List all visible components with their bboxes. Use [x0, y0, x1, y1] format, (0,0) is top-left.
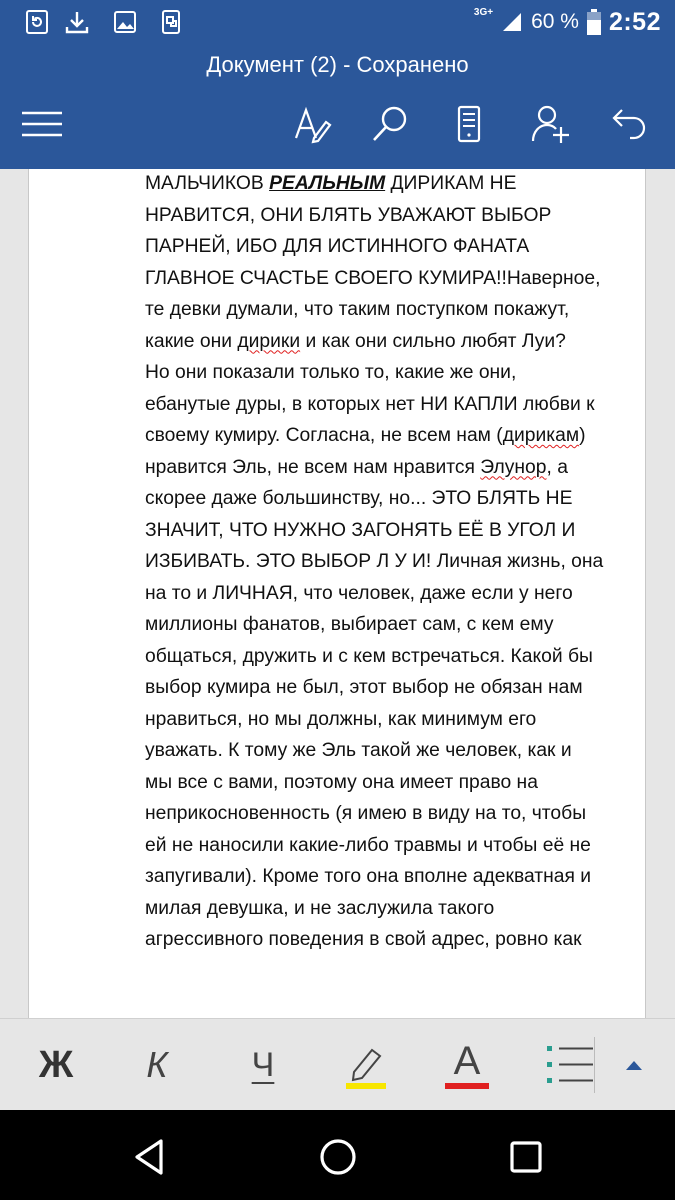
battery-percent: 60 % — [531, 10, 579, 33]
text-run: ДИРИКАМ НЕ — [385, 173, 517, 194]
font-color-swatch — [445, 1083, 489, 1089]
spellcheck-word: дирикам — [502, 425, 580, 446]
text-line[interactable]: выбор кумира не был, этот выбор не обязан нам — [145, 677, 583, 698]
text-line[interactable]: ЗНАЧИТ, ЧТО НУЖНО ЗАГОНЯТЬ ЕЁ В УГОЛ И — [145, 519, 576, 541]
text-line[interactable] — [145, 452, 645, 484]
text-line[interactable] — [145, 169, 645, 200]
text-run: , а — [546, 456, 568, 478]
search-icon — [370, 104, 410, 144]
spellcheck-word: дирики — [237, 330, 301, 352]
text-run: МАЛЬЧИКОВ — [145, 173, 270, 194]
status-bar — [0, 0, 675, 44]
chevron-up-icon — [625, 1059, 643, 1071]
text-run: ) — [579, 425, 586, 446]
text-line[interactable]: скорее даже большинству, но... ЭТО БЛЯТЬ НЕ — [145, 488, 573, 509]
draw-pen-icon — [292, 104, 332, 144]
text-line[interactable]: нравиться, но мы должны, как минимум его — [145, 708, 537, 730]
text-line[interactable]: ПАРНЕЙ, ИБО ДЛЯ ИСТИННОГО ФАНАТА — [145, 236, 530, 257]
undo-icon — [610, 104, 650, 144]
text-line[interactable]: ей не наносили какие-либо травмы и чтобы её не — [145, 834, 591, 856]
network-type: 3G+ — [473, 6, 494, 18]
text-line[interactable]: миллионы фанатов, выбирает сам, с кем ему — [145, 614, 554, 635]
text-run: своему кумиру. Согласна, не всем нам ( — [145, 425, 503, 446]
text-line[interactable]: неприкосновенность (я имею в виду на то, чтобы — [145, 803, 587, 824]
signal-icon — [501, 11, 523, 33]
text-line[interactable]: ИЗБИВАТЬ. ЭТО ВЫБОР Л У И! Личная жизнь, она — [145, 551, 604, 572]
text-line[interactable]: мы все с вами, поэтому она имеет право на — [145, 771, 538, 793]
clock: 2:52 — [608, 7, 661, 36]
font-color-label: A — [453, 1039, 481, 1083]
image-icon — [112, 9, 138, 35]
share-add-person-icon — [529, 103, 571, 145]
text-line[interactable]: запугивали). Кроме того она вполне адекватная и — [145, 866, 592, 887]
sync-icon — [24, 9, 50, 35]
download-icon — [64, 9, 90, 35]
text-line[interactable]: те девки думали, что таким поступком покажут, — [145, 299, 570, 320]
battery-icon — [587, 9, 601, 35]
italic-label: К — [146, 1044, 168, 1085]
text-run: и как они сильно любят Луи? — [300, 330, 566, 352]
document-text[interactable] — [145, 169, 645, 956]
text-line[interactable]: на то и ЛИЧНАЯ, что человек, даже если у него — [145, 582, 573, 604]
spellcheck-word: Элунор — [480, 456, 547, 478]
screenshot-icon — [158, 9, 184, 35]
recents-icon[interactable] — [504, 1135, 548, 1179]
text-line[interactable] — [145, 326, 645, 358]
toolbar-divider — [594, 1037, 595, 1093]
bold-button[interactable] — [26, 1037, 86, 1093]
app-bar — [0, 44, 675, 169]
text-line[interactable]: ебанутые дуры, в которых нет НИ КАПЛИ любви к — [145, 393, 595, 415]
font-color-glyph — [445, 1041, 489, 1089]
text-line[interactable]: уважать. К тому же Эль такой же человек, как и — [145, 740, 572, 761]
menu-icon — [20, 109, 64, 139]
document-page[interactable] — [28, 169, 646, 1018]
bold-label: Ж — [38, 1043, 74, 1086]
undo-button[interactable] — [606, 100, 654, 148]
font-color-button[interactable] — [437, 1037, 497, 1093]
text-line[interactable]: ГЛАВНОЕ СЧАСТЬЕ СВОЕГО КУМИРА!!Наверное, — [145, 267, 601, 289]
navigation-bar — [0, 1110, 675, 1200]
back-icon[interactable] — [129, 1135, 173, 1179]
reading-view-icon — [449, 104, 489, 144]
italic-button[interactable] — [127, 1037, 187, 1093]
search-button[interactable] — [366, 100, 414, 148]
bold-italic-word: РЕАЛЬНЫМ — [269, 173, 386, 194]
share-button[interactable] — [526, 100, 574, 148]
draw-button[interactable] — [288, 100, 336, 148]
text-line[interactable]: НРАВИТСЯ, ОНИ БЛЯТЬ УВАЖАЮТ ВЫБОР — [145, 204, 552, 226]
home-icon[interactable] — [316, 1135, 360, 1179]
list-button[interactable] — [540, 1037, 600, 1093]
reading-view-button[interactable] — [445, 100, 493, 148]
underline-button[interactable] — [233, 1037, 293, 1093]
menu-button[interactable] — [18, 100, 66, 148]
underline-label: Ч — [251, 1045, 275, 1084]
text-line[interactable]: общаться, дружить и с кем встречаться. Какой бы — [145, 645, 593, 667]
highlight-button[interactable] — [336, 1037, 396, 1093]
text-line[interactable]: милая девушка, и не заслужила такого — [145, 897, 495, 919]
text-line[interactable]: агрессивного поведения в свой адрес, ровно как — [145, 929, 582, 950]
text-run: нравится Эль, не всем нам нравится — [145, 456, 481, 478]
text-line[interactable]: Но они показали только то, какие же они, — [145, 362, 517, 383]
text-run: какие они — [145, 330, 238, 352]
format-toolbar — [0, 1018, 675, 1110]
bullet-list-icon — [545, 1042, 595, 1088]
document-title: Документ (2) - Сохранено — [206, 52, 469, 77]
highlighter-icon — [340, 1040, 392, 1090]
text-line[interactable] — [145, 420, 645, 452]
document-canvas[interactable] — [0, 169, 675, 1018]
expand-ribbon-button[interactable] — [604, 1037, 664, 1093]
